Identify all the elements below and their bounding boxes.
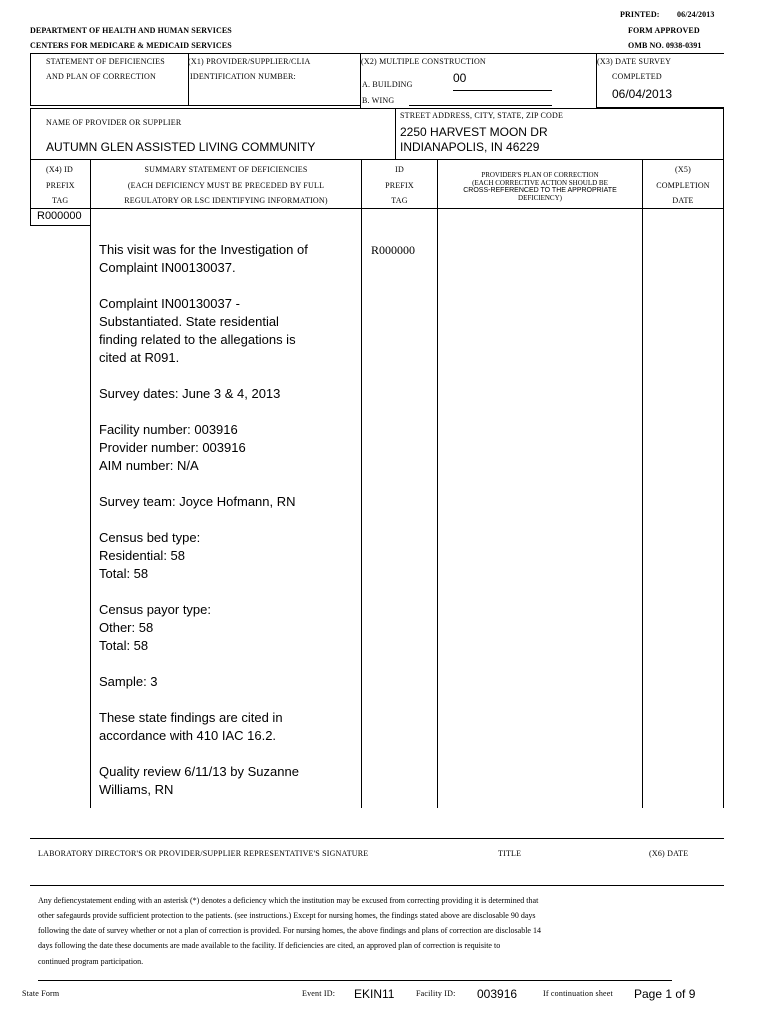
disclaimer-line-2: other safegaurds provide sufficient protection to the patients. (see instructions.) Except for nursing homes, the findings stated above are disclosable 90 days bbox=[38, 911, 536, 920]
statement-label-2: AND PLAN OF CORRECTION bbox=[46, 72, 156, 81]
summary-paragraph: Survey team: Joyce Hofmann, RN bbox=[99, 494, 296, 509]
summary-label-2: (EACH DEFICIENCY MUST BE PRECEDED BY FULL bbox=[127, 181, 325, 190]
id-label-2: PREFIX bbox=[385, 181, 414, 190]
survey-completed-date: 06/04/2013 bbox=[612, 87, 673, 101]
title-label: TITLE bbox=[498, 849, 522, 858]
disclaimer-line-4: days following the date these documents are made available to the facility. If deficiencies are cited, an approved plan of correction is requisite to bbox=[38, 941, 501, 950]
signature-label: LABORATORY DIRECTOR'S OR PROVIDER/SUPPLIER REPRESENTATIVE'S SIGNATURE bbox=[38, 849, 369, 858]
x3-label-1: (X3) DATE SURVEY bbox=[597, 57, 672, 66]
summary-paragraph: This visit was for the Investigation of Complaint IN00130037. bbox=[99, 242, 308, 275]
summary-paragraph: Complaint IN00130037 - Substantiated. State residential finding related to the allegations is cited at R091. bbox=[99, 296, 296, 365]
x4-label-2: PREFIX bbox=[46, 181, 75, 190]
disclaimer-line-5: continued program participation. bbox=[38, 957, 144, 966]
x5-label-3: DATE bbox=[672, 196, 694, 205]
provider-name-label: NAME OF PROVIDER OR SUPPLIER bbox=[46, 118, 182, 127]
page-number: Page 1 of 9 bbox=[634, 987, 696, 1001]
x4-label-3: TAG bbox=[52, 196, 69, 205]
plan-label-1: PROVIDER'S PLAN OF CORRECTION bbox=[481, 171, 599, 179]
plan-label-2: (EACH CORRECTIVE ACTION SHOULD BE bbox=[472, 179, 608, 187]
x5-label-1: (X5) bbox=[675, 165, 691, 174]
summary-label-3: REGULATORY OR LSC IDENTIFYING INFORMATION) bbox=[124, 196, 328, 205]
deficiency-summary bbox=[99, 241, 349, 817]
summary-paragraph: Survey dates: June 3 & 4, 2013 bbox=[99, 386, 281, 401]
wing-label: B. WING bbox=[362, 96, 395, 105]
summary-paragraph: Census bed type: Residential: 58 Total: 58 bbox=[99, 530, 201, 581]
summary-paragraph: Facility number: 003916 Provider number: 003916 AIM number: N/A bbox=[99, 422, 246, 473]
plan-label-3: CROSS-REFERENCED TO THE APPROPRIATE bbox=[463, 187, 617, 194]
facility-id-label: Facility ID: bbox=[416, 989, 456, 998]
right-prefix-tag: R000000 bbox=[371, 243, 416, 257]
omb-number: OMB NO. 0938-0391 bbox=[628, 41, 702, 50]
building-value: 00 bbox=[453, 71, 467, 85]
summary-paragraph: Sample: 3 bbox=[99, 674, 158, 689]
x4-label-1: (X4) ID bbox=[46, 165, 73, 174]
address-line-1: 2250 HARVEST MOON DR bbox=[400, 125, 548, 139]
provider-name: AUTUMN GLEN ASSISTED LIVING COMMUNITY bbox=[46, 140, 316, 154]
address-label: STREET ADDRESS, CITY, STATE, ZIP CODE bbox=[400, 111, 564, 120]
plan-label-4: DEFICIENCY) bbox=[518, 194, 562, 202]
summary-label-1: SUMMARY STATEMENT OF DEFICIENCIES bbox=[144, 165, 308, 174]
summary-paragraph: These state findings are cited in accordance with 410 IAC 16.2. bbox=[99, 710, 283, 743]
summary-paragraph: Census payor type: Other: 58 Total: 58 bbox=[99, 602, 212, 653]
disclaimer-line-3: following the date of survey whether or not a plan of correction is provided. For nursing homes, the above findings and plans of correction are disclosable 14 bbox=[38, 926, 541, 935]
id-label-3: TAG bbox=[391, 196, 408, 205]
summary-paragraph: Quality review 6/11/13 by Suzanne Williams, RN bbox=[99, 764, 299, 797]
x1-label-2: IDENTIFICATION NUMBER: bbox=[190, 72, 296, 81]
x5-label-2: COMPLETION bbox=[656, 181, 710, 190]
building-label: A. BUILDING bbox=[362, 80, 413, 89]
state-form-label: State Form bbox=[22, 989, 60, 998]
left-prefix-tag: R000000 bbox=[37, 210, 82, 222]
statement-label-1: STATEMENT OF DEFICIENCIES bbox=[46, 57, 165, 66]
facility-id-value: 003916 bbox=[477, 987, 518, 1001]
event-id-value: EKIN11 bbox=[354, 987, 395, 1001]
x2-label: (X2) MULTIPLE CONSTRUCTION bbox=[361, 57, 486, 66]
event-id-label: Event ID: bbox=[302, 989, 336, 998]
centers-title: CENTERS FOR MEDICARE & MEDICAID SERVICES bbox=[30, 41, 232, 50]
x3-label-2: COMPLETED bbox=[612, 72, 662, 81]
address-line-2: INDIANAPOLIS, IN 46229 bbox=[400, 140, 540, 154]
department-title: DEPARTMENT OF HEALTH AND HUMAN SERVICES bbox=[30, 26, 232, 35]
form-approved: FORM APPROVED bbox=[628, 26, 700, 35]
printed-label: PRINTED: bbox=[620, 10, 660, 19]
disclaimer-line-1: Any defiencystatement ending with an asterisk (*) denotes a deficiency which the institution may be excused from correcting providing it is determined that bbox=[38, 896, 539, 905]
x6-date-label: (X6) DATE bbox=[649, 849, 689, 858]
continuation-label: If continuation sheet bbox=[543, 989, 613, 998]
x1-label-1: (X1) PROVIDER/SUPPLIER/CLIA bbox=[188, 57, 311, 66]
id-label-1: ID bbox=[395, 165, 404, 174]
printed-date: 06/24/2013 bbox=[677, 10, 715, 19]
